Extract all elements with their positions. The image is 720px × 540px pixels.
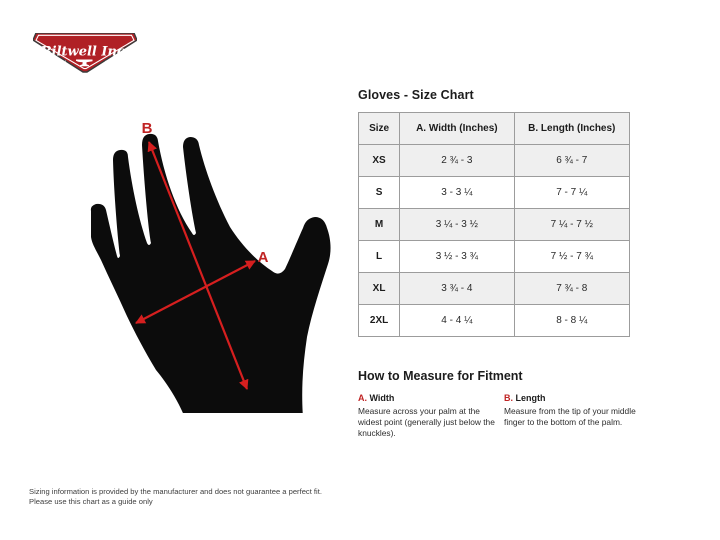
measure-width-key: A. bbox=[358, 393, 367, 403]
disclaimer-line2: Please use this chart as a guide only bbox=[29, 497, 153, 507]
col-header-width: A. Width (Inches) bbox=[400, 113, 514, 145]
measure-length-column bbox=[504, 393, 644, 439]
table-row bbox=[359, 177, 630, 209]
biltwell-logo bbox=[33, 33, 137, 73]
size-cell: XS bbox=[359, 145, 400, 177]
width-cell: 3 ¼ - 3 ½ bbox=[400, 209, 514, 241]
size-chart-title: Gloves - Size Chart bbox=[358, 88, 474, 102]
measure-length-name: Length bbox=[515, 393, 546, 403]
measure-section bbox=[358, 369, 644, 439]
table-row bbox=[359, 273, 630, 305]
size-chart-table bbox=[358, 112, 630, 337]
measure-length-label bbox=[504, 393, 644, 403]
measure-length-key: B. bbox=[504, 393, 513, 403]
size-cell: XL bbox=[359, 273, 400, 305]
col-header-length: B. Length (Inches) bbox=[514, 113, 629, 145]
measure-width-column bbox=[358, 393, 498, 439]
table-row bbox=[359, 145, 630, 177]
measure-width-name: Width bbox=[369, 393, 395, 403]
disclaimer bbox=[29, 487, 322, 508]
width-cell: 3 - 3 ¼ bbox=[400, 177, 514, 209]
label-b: B bbox=[141, 120, 153, 137]
label-a: A bbox=[257, 249, 269, 266]
measure-title: How to Measure for Fitment bbox=[358, 369, 523, 383]
size-cell: L bbox=[359, 241, 400, 273]
length-cell: 7 ¾ - 8 bbox=[514, 273, 629, 305]
measure-width-label bbox=[358, 393, 498, 403]
measure-width-text: Measure across your palm at the widest point (generally just below the knuckles). bbox=[358, 406, 495, 439]
width-cell: 4 - 4 ¼ bbox=[400, 305, 514, 337]
length-cell: 7 - 7 ¼ bbox=[514, 177, 629, 209]
size-cell: 2XL bbox=[359, 305, 400, 337]
length-cell: 7 ¼ - 7 ½ bbox=[514, 209, 629, 241]
table-row bbox=[359, 209, 630, 241]
table-row bbox=[359, 305, 630, 337]
logo-tagline-left: "QUALITY bbox=[41, 59, 67, 65]
width-cell: 2 ¾ - 3 bbox=[400, 145, 514, 177]
disclaimer-line1: Sizing information is provided by the manufacturer and does not guarantee a perfect fit. bbox=[29, 487, 322, 496]
hand-measurement-diagram bbox=[80, 100, 340, 413]
size-cell: S bbox=[359, 177, 400, 209]
size-cell: M bbox=[359, 209, 400, 241]
hand-silhouette bbox=[91, 134, 331, 413]
width-cell: 3 ¾ - 4 bbox=[400, 273, 514, 305]
width-cell: 3 ½ - 3 ¾ bbox=[400, 241, 514, 273]
col-header-size: Size bbox=[359, 113, 400, 145]
length-cell: 6 ¾ - 7 bbox=[514, 145, 629, 177]
logo-brand-text: Biltwell Inc. bbox=[40, 44, 130, 60]
header-row bbox=[359, 113, 630, 145]
logo-tagline-right: COUNTS" bbox=[104, 59, 130, 65]
table-row bbox=[359, 241, 630, 273]
measure-length-text: Measure from the tip of your middle finger to the bottom of the palm. bbox=[504, 406, 636, 428]
length-cell: 8 - 8 ¼ bbox=[514, 305, 629, 337]
length-cell: 7 ½ - 7 ¾ bbox=[514, 241, 629, 273]
